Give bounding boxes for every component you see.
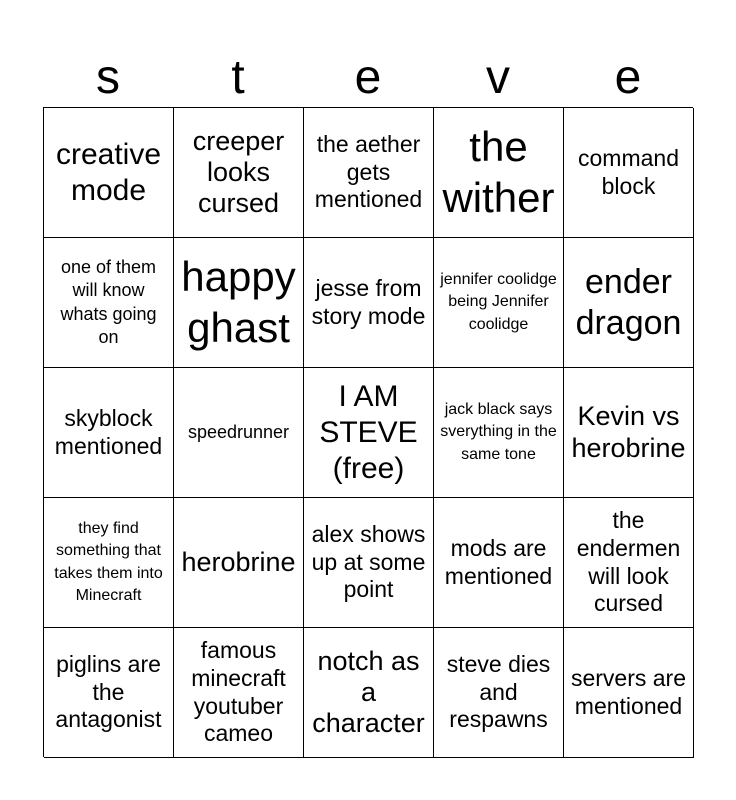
bingo-cell-text: notch as a character bbox=[312, 645, 425, 739]
bingo-cell[interactable] bbox=[434, 108, 564, 238]
bingo-cell-text: alex shows up at some point bbox=[311, 521, 426, 603]
bingo-cell-text: skyblock mentioned bbox=[54, 404, 163, 459]
bingo-cell-text: creative mode bbox=[55, 137, 162, 207]
bingo-cell[interactable] bbox=[564, 238, 694, 368]
bingo-cell[interactable] bbox=[44, 368, 174, 498]
header-letter: t bbox=[231, 51, 245, 104]
bingo-cell-text: ender dragon bbox=[575, 262, 682, 342]
bingo-cell-text: famous minecraft youtuber cameo bbox=[191, 637, 286, 747]
bingo-cell-text: the endermen will look cursed bbox=[576, 507, 681, 617]
bingo-cell-text: command block bbox=[578, 144, 679, 199]
bingo-cell[interactable] bbox=[564, 498, 694, 628]
bingo-cell-text: I AM STEVE (free) bbox=[319, 379, 418, 485]
bingo-cell-text: the aether gets mentioned bbox=[314, 131, 423, 213]
header-letter: e bbox=[354, 51, 382, 104]
bingo-cell-text: mods are mentioned bbox=[444, 534, 553, 589]
bingo-cell-text: they find something that takes them into Minecraft bbox=[54, 519, 163, 604]
bingo-cell[interactable] bbox=[174, 368, 304, 498]
bingo-cell-text: one of them will know whats going on bbox=[60, 256, 157, 347]
bingo-cell-text: piglins are the antagonist bbox=[55, 651, 162, 733]
bingo-board bbox=[43, 107, 693, 757]
bingo-cell-text: steve dies and respawns bbox=[446, 651, 551, 733]
bingo-cell-text: speedrunner bbox=[187, 421, 290, 442]
bingo-cell-text: jennifer coolidge being Jennifer coolidge bbox=[440, 270, 557, 333]
header-letter: v bbox=[486, 51, 510, 104]
bingo-cell[interactable] bbox=[174, 628, 304, 758]
bingo-cell[interactable] bbox=[174, 108, 304, 238]
bingo-header bbox=[43, 48, 693, 108]
bingo-cell[interactable] bbox=[44, 108, 174, 238]
bingo-cell-text: jack black says sverything in the same tone bbox=[440, 400, 557, 463]
bingo-cell[interactable] bbox=[174, 498, 304, 628]
bingo-cell[interactable] bbox=[434, 498, 564, 628]
bingo-cell[interactable] bbox=[564, 368, 694, 498]
bingo-cell[interactable] bbox=[564, 108, 694, 238]
bingo-cell[interactable] bbox=[304, 368, 434, 498]
bingo-cell[interactable] bbox=[44, 628, 174, 758]
bingo-cell[interactable] bbox=[304, 238, 434, 368]
bingo-cell-text: the wither bbox=[442, 123, 555, 221]
header-letter: s bbox=[96, 51, 120, 104]
bingo-cell[interactable] bbox=[174, 238, 304, 368]
bingo-cell[interactable] bbox=[44, 498, 174, 628]
bingo-cell[interactable] bbox=[44, 238, 174, 368]
bingo-cell-text: servers are mentioned bbox=[570, 664, 687, 719]
bingo-cell[interactable] bbox=[434, 238, 564, 368]
bingo-cell-text: herobrine bbox=[181, 546, 296, 577]
bingo-cell[interactable] bbox=[304, 498, 434, 628]
bingo-cell[interactable] bbox=[434, 628, 564, 758]
bingo-cell[interactable] bbox=[434, 368, 564, 498]
bingo-cell[interactable] bbox=[564, 628, 694, 758]
bingo-cell-text: happy ghast bbox=[181, 253, 296, 351]
bingo-cell-text: jesse from story mode bbox=[311, 274, 426, 329]
header-letter: e bbox=[614, 51, 642, 104]
bingo-cell-text: Kevin vs herobrine bbox=[571, 401, 686, 463]
bingo-cell[interactable] bbox=[304, 628, 434, 758]
bingo-cell[interactable] bbox=[304, 108, 434, 238]
bingo-cell-text: creeper looks cursed bbox=[192, 125, 285, 219]
